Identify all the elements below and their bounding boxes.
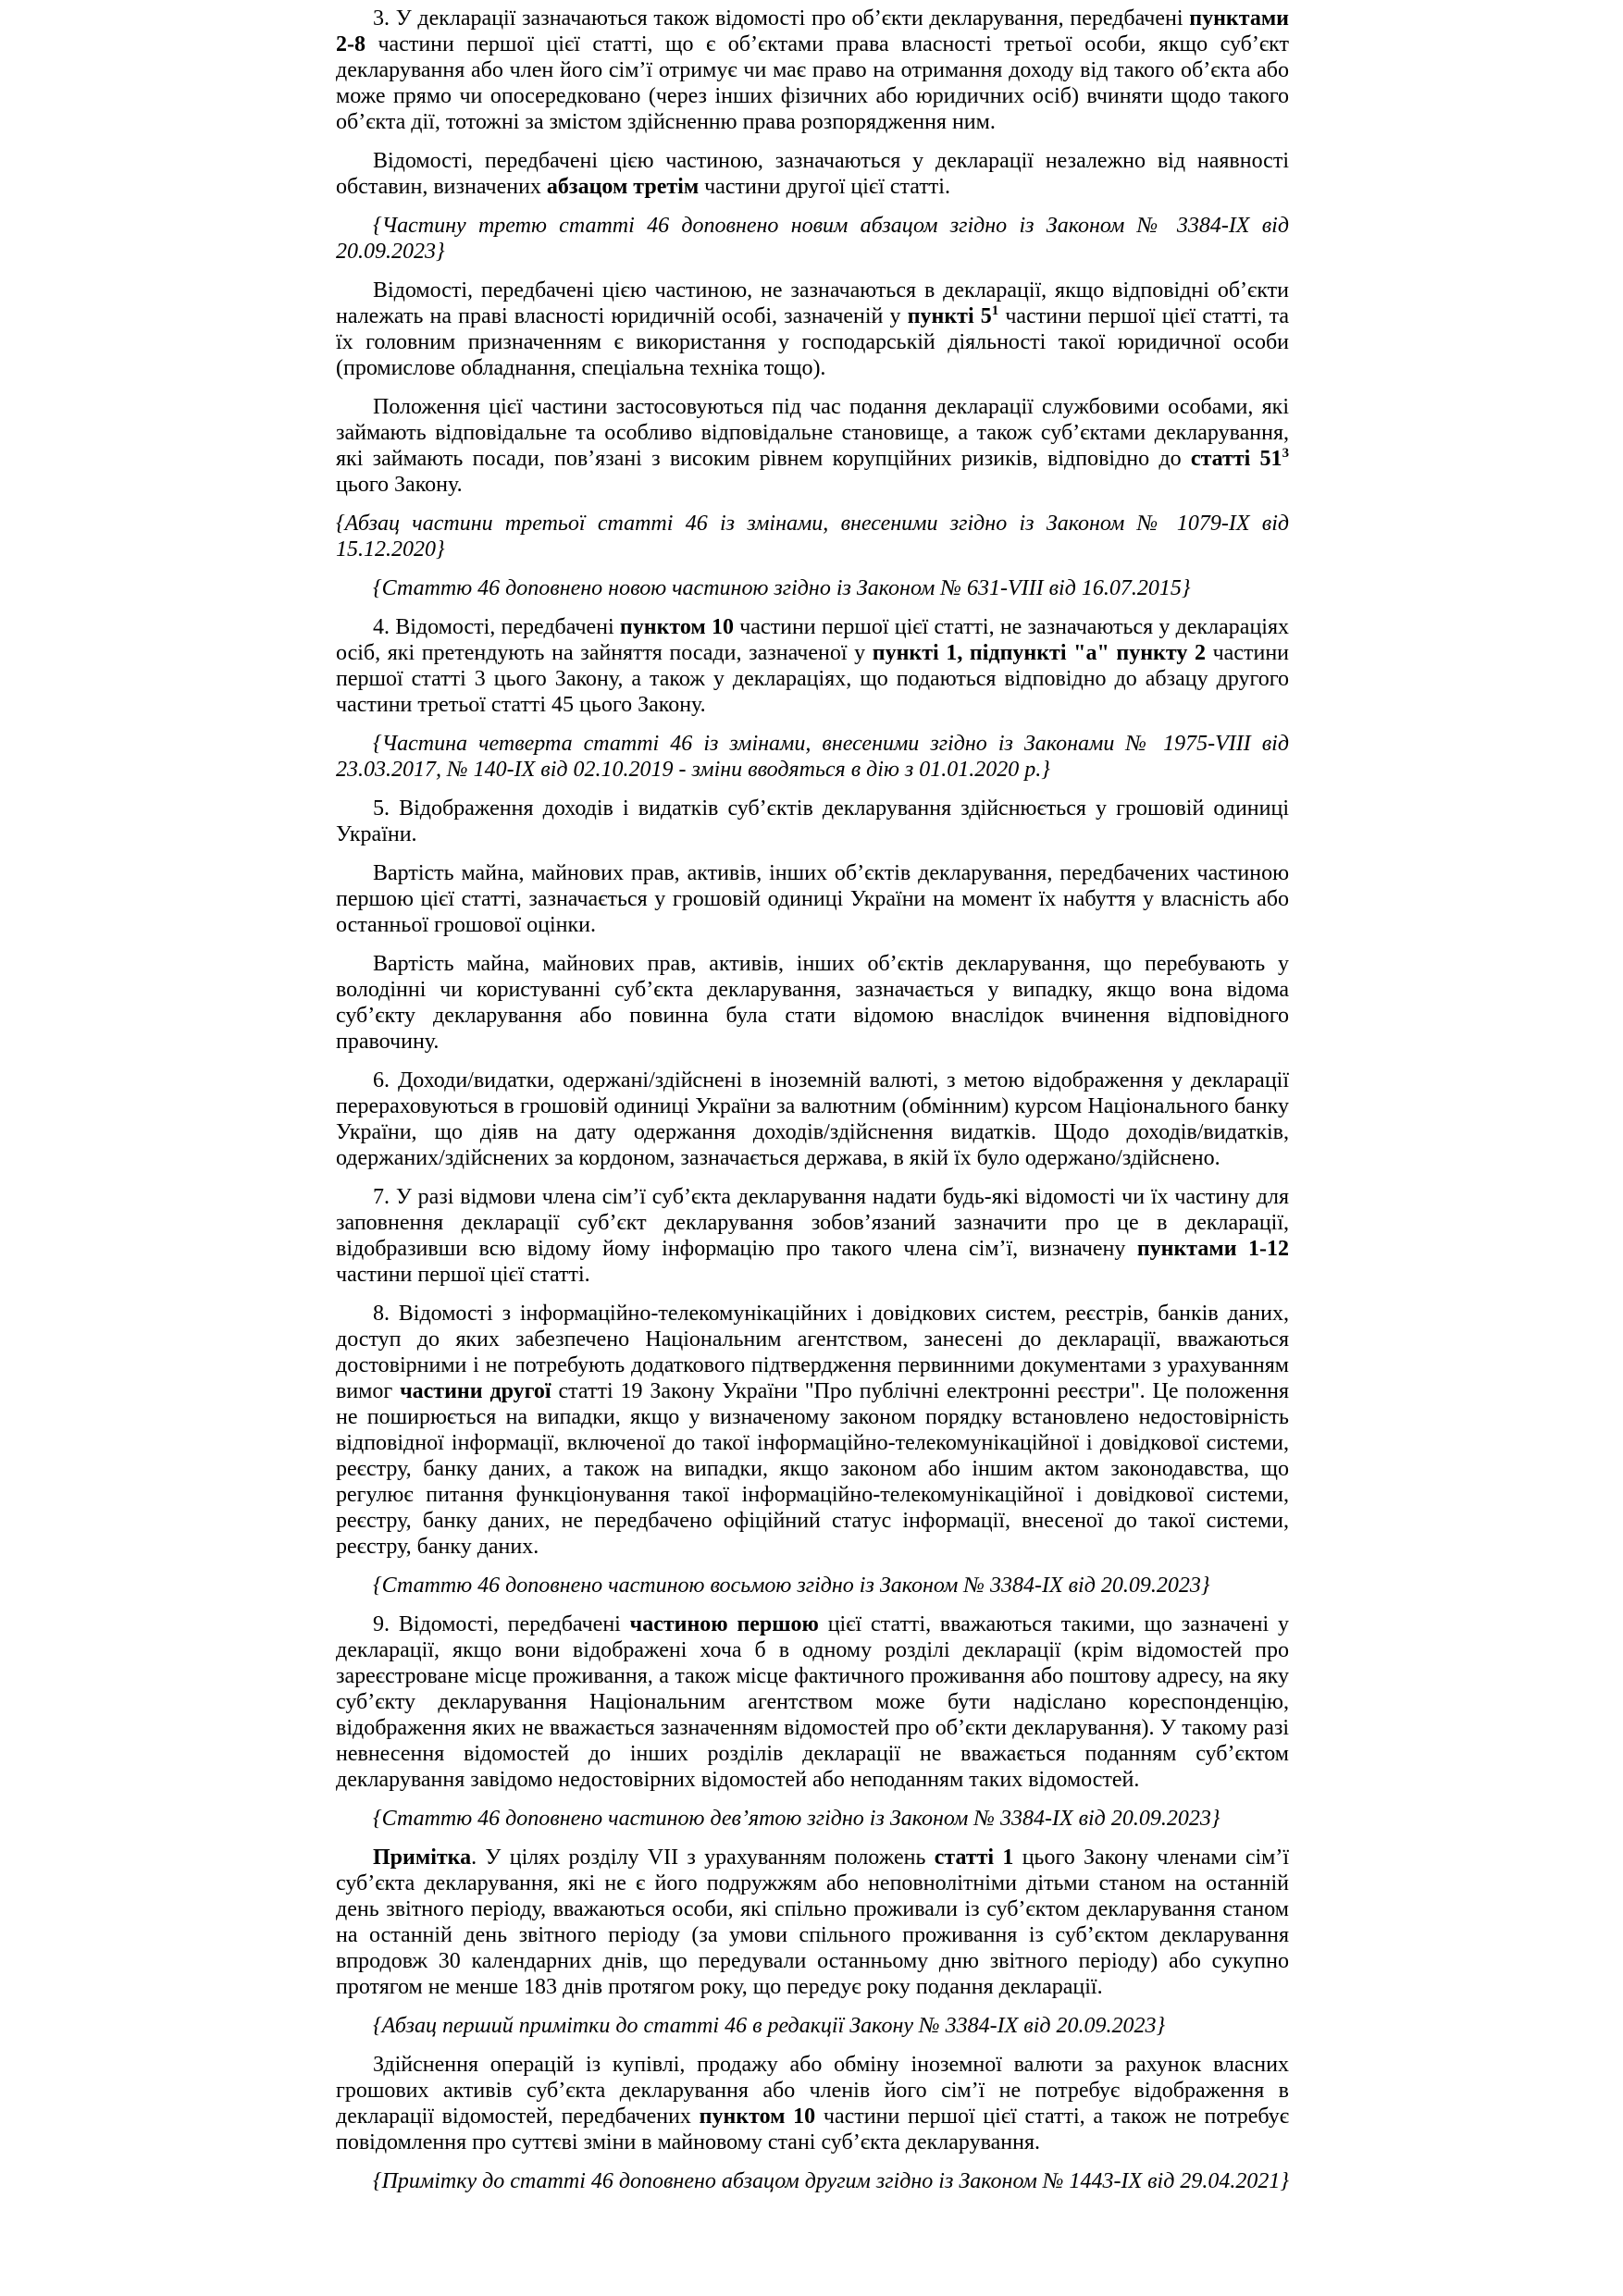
text-run: 6. Доходи/видатки, одержані/здійснені в іноземній валюті, з метою відображення у декларації перераховуються в грошовій одиниці України за валютним (обмінним) курсом Національного банку України, що діяв на дату одержання доходів/здійснення видатків. Щодо доходів/видатків, одержаних/здійснених за кордоном, зазначається держава, в якій їх було одержано/здійснено. (336, 1068, 1289, 1170)
text-run: 9. Відомості, передбачені (373, 1612, 630, 1636)
legal-reference-link[interactable]: пунктами 2-8 (336, 6, 1289, 56)
paragraph (336, 2168, 1289, 2194)
text-run: {Статтю 46 доповнено новою частиною згідно із Законом № 631-VIII від 16.07.2015} (373, 576, 1191, 600)
text-run: частини першої статті 3 цього Закону, а також у деклараціях, що подаються відповідно до абзацу другого частини третьої статті 45 цього Закону. (336, 641, 1290, 717)
text-run: {Частину третю статті 46 доповнено новим абзацом згідно із Законом № 3384-IX від 20.09.2023} (336, 214, 1289, 264)
text-run: цього Закону членами сім’ї суб’єкта декларування, які не є його подружжям або неповнолітніми дітьми станом на останній день звітного періоду, вважаються особи, які спільно проживали із суб’єктом декларування станом на останній день звітного періоду (за умови спільного проживання із суб’єктом декларування впродовж 30 календарних днів, що передували останньому дню звітного періоду) або сукупно протягом не менше 183 днів протягом року, що передує року подання декларації. (336, 1845, 1290, 1999)
text-run: 3. У декларації зазначаються також відомості про об’єкти декларування, передбачені (373, 6, 1190, 31)
paragraph (336, 1845, 1289, 2000)
paragraph (336, 1184, 1289, 1288)
document-body (336, 6, 1289, 2194)
legal-reference-link[interactable]: пунктом 10 (699, 2105, 816, 2129)
text-run: статті 19 Закону України "Про публічні електронні реєстри". Це положення не поширюється на випадки, якщо у визначеному законом порядку встановлено недостовірність відповідної інформації, включеної до такої інформаційно-телекомунікаційної і довідкової системи, реєстру, банку даних, а також на випадки, якщо законом або іншим актом законодавства, що регулює питання функціонування такої інформаційно-телекомунікаційної і довідкової системи, реєстру, банку даних, не передбачено офіційний статус інформації, внесеної до такої системи, реєстру, банку даних. (336, 1379, 1289, 1559)
text-run: 7. У разі відмови члена сім’ї суб’єкта декларування надати будь-які відомості чи їх частину для заповнення декларації суб’єкт декларування зобов’язаний зазначити про це в декларації, відобразивши всю відому йому інформацію про такого члена сім’ї, визначену (336, 1185, 1289, 1261)
paragraph (336, 1573, 1289, 1599)
text-run: 8. Відомості з інформаційно-телекомунікаційних і довідкових систем, реєстрів, банків даних, доступ до яких забезпечено Національним агентством, занесені до декларації, вважаються достовірними і не потребують додаткового підтвердження первинними документами з урахуванням вимог (336, 1302, 1289, 1403)
text-run: . У цілях розділу VII з урахуванням положень (471, 1845, 935, 1870)
superscript-reference[interactable]: 1 (991, 303, 999, 318)
text-run: 4. Відомості, передбачені (373, 615, 620, 639)
paragraph (336, 278, 1289, 381)
paragraph (336, 511, 1289, 562)
text-run: 5. Відображення доходів і видатків суб’єктів декларування здійснюється у грошовій одиниці України. (336, 796, 1289, 846)
text-run: цього Закону. (336, 473, 463, 497)
paragraph (336, 951, 1289, 1055)
paragraph (336, 6, 1289, 135)
text-run: частини першої цієї статті, а також не потребує повідомлення про суттєві зміни в майновому стані суб’єкта декларування. (336, 2105, 1289, 2154)
legal-reference-link[interactable]: абзацом третім (546, 175, 700, 199)
legal-reference-link[interactable]: пунктами 1-12 (1136, 1237, 1290, 1261)
legal-reference-link[interactable]: статті 1 (934, 1845, 1014, 1870)
text-run: {Частина четверта статті 46 із змінами, внесеними згідно із Законами № 1975-VIII від 23.03.2017, № 140-IX від 02.10.2019 - зміни вводяться в дію з 01.01.2020 р.} (336, 732, 1289, 782)
text-run: {Статтю 46 доповнено частиною восьмою згідно із Законом № 3384-IX від 20.09.2023} (373, 1574, 1210, 1598)
text-run: Відомості, передбачені цією частиною, не зазначаються в декларації, якщо відповідні об’єкти належать на праві власності юридичній особі, зазначеній у (336, 278, 1289, 328)
paragraph (336, 796, 1289, 847)
paragraph (336, 213, 1289, 265)
text-run: частини першої цієї статті. (336, 1263, 590, 1287)
paragraph (336, 575, 1289, 601)
paragraph (336, 614, 1289, 718)
legal-reference-link[interactable]: статті $51^3$ (1190, 446, 1289, 471)
legal-reference-link[interactable]: пункті $5^1$ (907, 303, 999, 328)
paragraph (336, 1611, 1289, 1793)
text-run: частини першої цієї статті, що є об’єктами права власності третьої особи, якщо суб’єкт декларування або член його сім’ї отримує чи має право на отримання доходу від такого об’єкта або може прямо чи опосередковано (через інших фізичних або юридичних осіб) вчиняти щодо такого об’єкта дії, тотожні за змістом здійсненню права розпорядження ним. (336, 32, 1289, 134)
paragraph (336, 2013, 1289, 2039)
paragraph (336, 1301, 1289, 1560)
text-run: частини першої цієї статті, не зазначаються у деклараціях осіб, які претендують на зайняття посади, зазначеної у (336, 615, 1290, 665)
note-label: Примітка (373, 1845, 472, 1870)
text-run: {Абзац перший примітки до статті 46 в редакції Закону № 3384-IX від 20.09.2023} (373, 2014, 1166, 2038)
legal-reference-link[interactable]: частини другої (400, 1379, 551, 1403)
text-run: Положення цієї частини застосовуються під час подання декларації службовими особами, які займають відповідальне та особливо відповідальне становище, а також суб’єктами декларування, які займають посади, пов’язані з високим рівнем корупційних ризиків, відповідно до (336, 395, 1289, 471)
paragraph (336, 1806, 1289, 1832)
legal-reference-link[interactable]: пунктом 10 (619, 615, 735, 639)
text-run: частини першої цієї статті, та їх головним призначенням є використання у господарській діяльності такої юридичної особи (промислове обладнання, спеціальна техніка тощо). (336, 304, 1290, 380)
text-run: цієї статті, вважаються такими, що зазначені у декларації, якщо вони відображені хоча б в одному розділі декларації (крім відомостей про зареєстроване місце проживання, а також місце фактичного проживання або поштову адресу, на яку суб’єкту декларування Національним агентством може бути надіслано кореспонденцію, відображення яких не вважається зазначенням відомостей про об’єкти декларування). У такому разі невнесення відомостей до інших розділів декларації не вважається поданням суб’єктом декларування завідомо недостовірних відомостей або неподанням таких відомостей. (336, 1612, 1290, 1792)
text-run: частини другої цієї статті. (699, 175, 950, 199)
legal-reference-link[interactable]: частиною першою (629, 1612, 819, 1636)
text-run: {Статтю 46 доповнено частиною дев’ятою згідно із Законом № 3384-IX від 20.09.2023} (373, 1807, 1220, 1831)
text-run: Вартість майна, майнових прав, активів, інших об’єктів декларування, що перебувають у володінні чи користуванні суб’єкта декларування, зазначається у випадку, якщо вона відома суб’єкту декларування або повинна була стати відомою внаслідок вчинення відповідного правочину. (336, 952, 1289, 1054)
text-run: Вартість майна, майнових прав, активів, інших об’єктів декларування, передбачених частиною першою цієї статті, зазначається у грошовій одиниці України на момент їх набуття у власність або останньої грошової оцінки. (336, 861, 1289, 937)
legal-reference-link[interactable]: пункті 1, підпункті "а" пункту 2 (872, 641, 1206, 665)
paragraph (336, 148, 1289, 200)
paragraph (336, 2052, 1289, 2155)
paragraph (336, 394, 1289, 498)
paragraph (336, 731, 1289, 783)
text-run: Здійснення операцій із купівлі, продажу або обміну іноземної валюти за рахунок власних грошових активів суб’єкта декларування або членів його сім’ї не потребує відображення в декларації відомостей, передбачених (336, 2053, 1289, 2129)
paragraph (336, 860, 1289, 938)
text-run: Відомості, передбачені цією частиною, зазначаються у декларації незалежно від наявності обставин, визначених (336, 149, 1289, 199)
superscript-reference[interactable]: 3 (1282, 446, 1289, 461)
text-run: {Абзац частини третьої статті 46 із змінами, внесеними згідно із Законом № 1079-IX від 15.12.2020} (336, 512, 1289, 562)
text-run: {Примітку до статті 46 доповнено абзацом другим згідно із Законом № 1443-IX від 29.04.2021} (373, 2169, 1289, 2193)
paragraph (336, 1068, 1289, 1171)
